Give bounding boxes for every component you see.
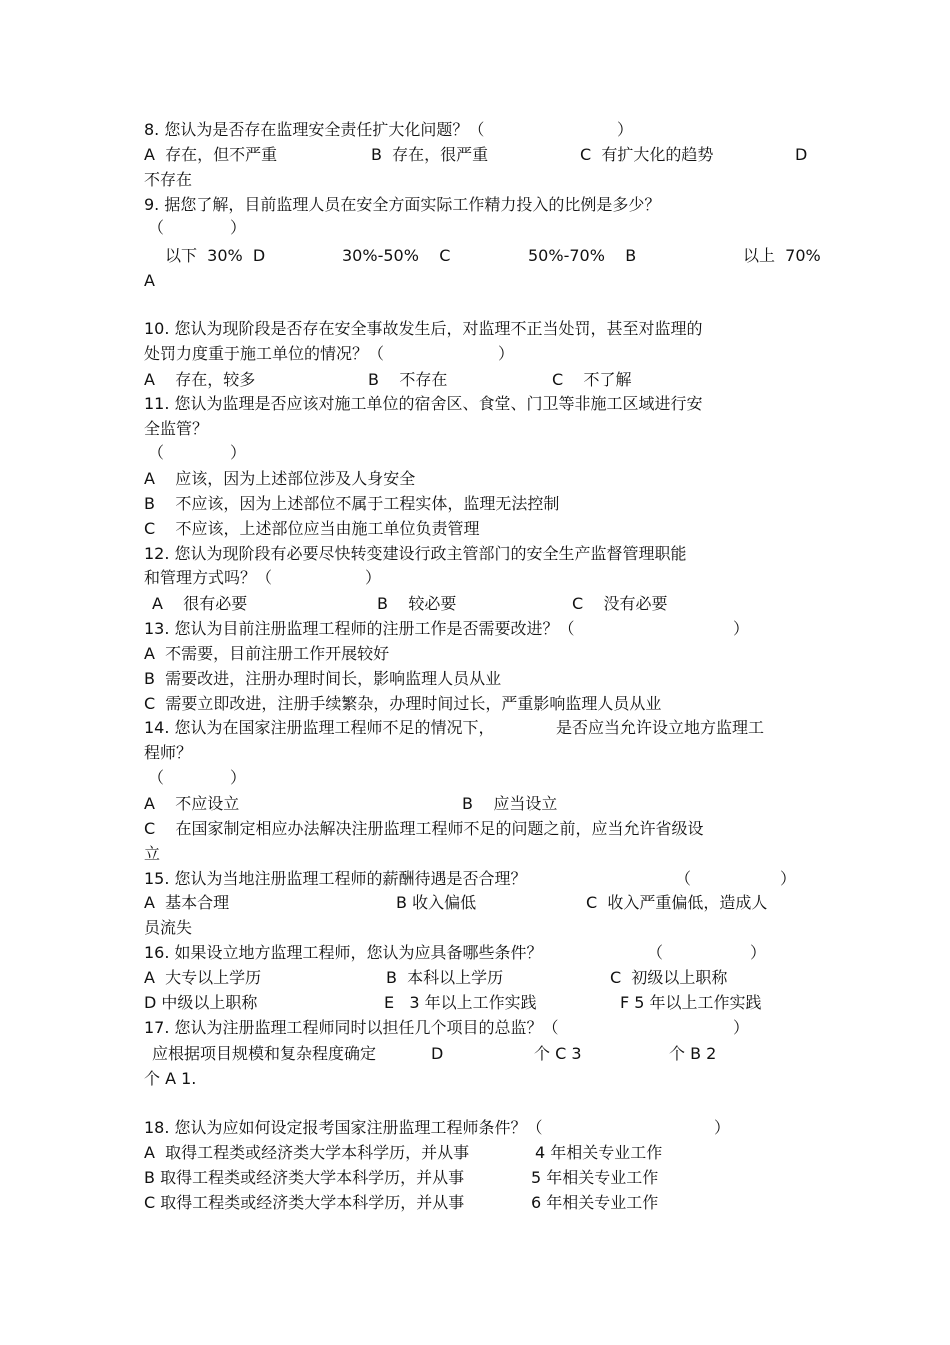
q9-option-4-letter: A bbox=[144, 271, 155, 290]
q15-paren-close: ） bbox=[780, 869, 797, 888]
q10-stem-line2: 处罚力度重于施工单位的情况？（ bbox=[144, 344, 385, 363]
q11-option-b: B 不应该，因为上述部位不属于工程实体，监理无法控制 bbox=[144, 494, 560, 513]
q16-paren-open: （ bbox=[647, 943, 664, 962]
q16-option-c: C 初级以上职称 bbox=[610, 968, 728, 987]
q16-stem: 16. 如果设立地方监理工程师，您认为应具备哪些条件？ bbox=[144, 943, 543, 962]
q12-stem-line2: 和管理方式吗？（ bbox=[144, 568, 273, 587]
q14-stem-part2: 是否应当允许设立地方监理工 bbox=[556, 718, 765, 737]
q11-option-a: A 应该，因为上述部位涉及人身安全 bbox=[144, 469, 416, 488]
q9-paren-open: （ bbox=[148, 218, 165, 237]
q14-stem-line2: 程师？ bbox=[144, 743, 193, 762]
q11-stem-line2: 全监管？ bbox=[144, 419, 209, 438]
q18-option-a: A 取得工程类或经济类大学本科学历，并从事 bbox=[144, 1143, 470, 1162]
q13-option-a: A 不需要，目前注册工作开展较好 bbox=[144, 644, 390, 663]
q11-paren-close: ） bbox=[230, 443, 247, 462]
q15-option-c: C 收入严重偏低，造成人 bbox=[586, 893, 768, 912]
q11-paren-open: （ bbox=[148, 443, 165, 462]
q18-option-a-years: 4 年相关专业工作 bbox=[535, 1143, 663, 1162]
q16-option-f: F 5 年以上工作实践 bbox=[620, 993, 762, 1012]
q16-option-b: B 本科以上学历 bbox=[386, 968, 504, 987]
q12-option-c: C 没有必要 bbox=[572, 594, 668, 613]
q9-option-3: 50%-70% B bbox=[528, 246, 637, 265]
q9-option-4: 以上 70% bbox=[743, 246, 821, 265]
q13-option-c: C 需要立即改进，注册手续繁杂，办理时间过长，严重影响监理人员从业 bbox=[144, 694, 662, 713]
q13-stem: 13. 您认为目前注册监理工程师的注册工作是否需要改进？（ bbox=[144, 619, 575, 638]
q15-option-c-line2: 员流失 bbox=[144, 918, 193, 937]
q14-option-b: B 应当设立 bbox=[462, 794, 558, 813]
q17-option-1: 应根据项目规模和复杂程度确定 bbox=[152, 1044, 377, 1063]
q17-stem: 17. 您认为注册监理工程师同时以担任几个项目的总监？（ bbox=[144, 1018, 559, 1037]
q13-option-b: B 需要改进，注册办理时间长，影响监理人员从业 bbox=[144, 669, 502, 688]
q15-option-a: A 基本合理 bbox=[144, 893, 230, 912]
q12-paren-close: ） bbox=[365, 568, 382, 587]
q11-option-c: C 不应该，上述部位应当由施工单位负责管理 bbox=[144, 519, 480, 538]
q12-option-b: B 较必要 bbox=[377, 594, 457, 613]
q16-option-e: E 3 年以上工作实践 bbox=[384, 993, 537, 1012]
q17-option-1-letter: D bbox=[431, 1044, 444, 1063]
q15-option-b: B 收入偏低 bbox=[396, 893, 477, 912]
q14-paren-open: （ bbox=[148, 768, 165, 787]
q14-paren-close: ） bbox=[230, 768, 247, 787]
q17-option-2: 个 C 3 bbox=[534, 1044, 582, 1063]
q14-stem-part1: 14. 您认为在国家注册监理工程师不足的情况下， bbox=[144, 718, 495, 737]
q11-stem-line1: 11. 您认为监理是否应该对施工单位的宿舍区、食堂、门卫等非施工区域进行安 bbox=[144, 394, 703, 413]
q8-option-b: B 存在，很严重 bbox=[371, 145, 489, 164]
q10-stem-line1: 10. 您认为现阶段是否存在安全事故发生后，对监理不正当处罚，甚至对监理的 bbox=[144, 319, 703, 338]
q8-option-d: D bbox=[795, 145, 808, 164]
q13-paren-close: ） bbox=[733, 619, 750, 638]
q15-paren-open: （ bbox=[675, 869, 692, 888]
q8-paren-close: ） bbox=[617, 120, 634, 139]
q16-paren-close: ） bbox=[750, 943, 767, 962]
q14-option-a: A 不应设立 bbox=[144, 794, 240, 813]
q18-option-c-years: 6 年相关专业工作 bbox=[531, 1193, 659, 1212]
q12-option-a: A 很有必要 bbox=[152, 594, 248, 613]
q18-stem: 18. 您认为应如何设定报考国家注册监理工程师条件？（ bbox=[144, 1118, 543, 1137]
q8-option-a: A 存在，但不严重 bbox=[144, 145, 278, 164]
q9-stem: 9. 据您了解，目前监理人员在安全方面实际工作精力投入的比例是多少？ bbox=[144, 195, 661, 214]
q18-option-b: B 取得工程类或经济类大学本科学历，并从事 bbox=[144, 1168, 465, 1187]
q12-stem-line1: 12. 您认为现阶段有必要尽快转变建设行政主管部门的安全生产监督管理职能 bbox=[144, 544, 687, 563]
q10-paren-close: ） bbox=[498, 344, 515, 363]
q18-option-c: C 取得工程类或经济类大学本科学历，并从事 bbox=[144, 1193, 465, 1212]
q18-paren-close: ） bbox=[714, 1118, 731, 1137]
q17-paren-close: ） bbox=[733, 1018, 750, 1037]
q8-option-c: C 有扩大化的趋势 bbox=[580, 145, 714, 164]
q14-option-c: C 在国家制定相应办法解决注册监理工程师不足的问题之前，应当允许省级设 bbox=[144, 819, 704, 838]
q16-option-a: A 大专以上学历 bbox=[144, 968, 262, 987]
q9-paren-close: ） bbox=[230, 218, 247, 237]
q15-stem: 15. 您认为当地注册监理工程师的薪酬待遇是否合理？ bbox=[144, 869, 527, 888]
q17-option-3: 个 B 2 bbox=[669, 1044, 717, 1063]
q10-option-a: A 存在，较多 bbox=[144, 370, 256, 389]
q8-stem: 8. 您认为是否存在监理安全责任扩大化问题？（ bbox=[144, 120, 485, 139]
q14-option-c-line2: 立 bbox=[144, 844, 161, 863]
q16-option-d: D 中级以上职称 bbox=[144, 993, 258, 1012]
q10-option-c: C 不了解 bbox=[552, 370, 632, 389]
q9-option-2: 30%-50% C bbox=[342, 246, 451, 265]
q10-option-b: B 不存在 bbox=[368, 370, 448, 389]
q8-option-d-text: 不存在 bbox=[144, 170, 193, 189]
q18-option-b-years: 5 年相关专业工作 bbox=[531, 1168, 659, 1187]
q17-option-4: 个 A 1. bbox=[144, 1069, 197, 1088]
q9-option-1: 以下 30% D bbox=[165, 246, 266, 265]
